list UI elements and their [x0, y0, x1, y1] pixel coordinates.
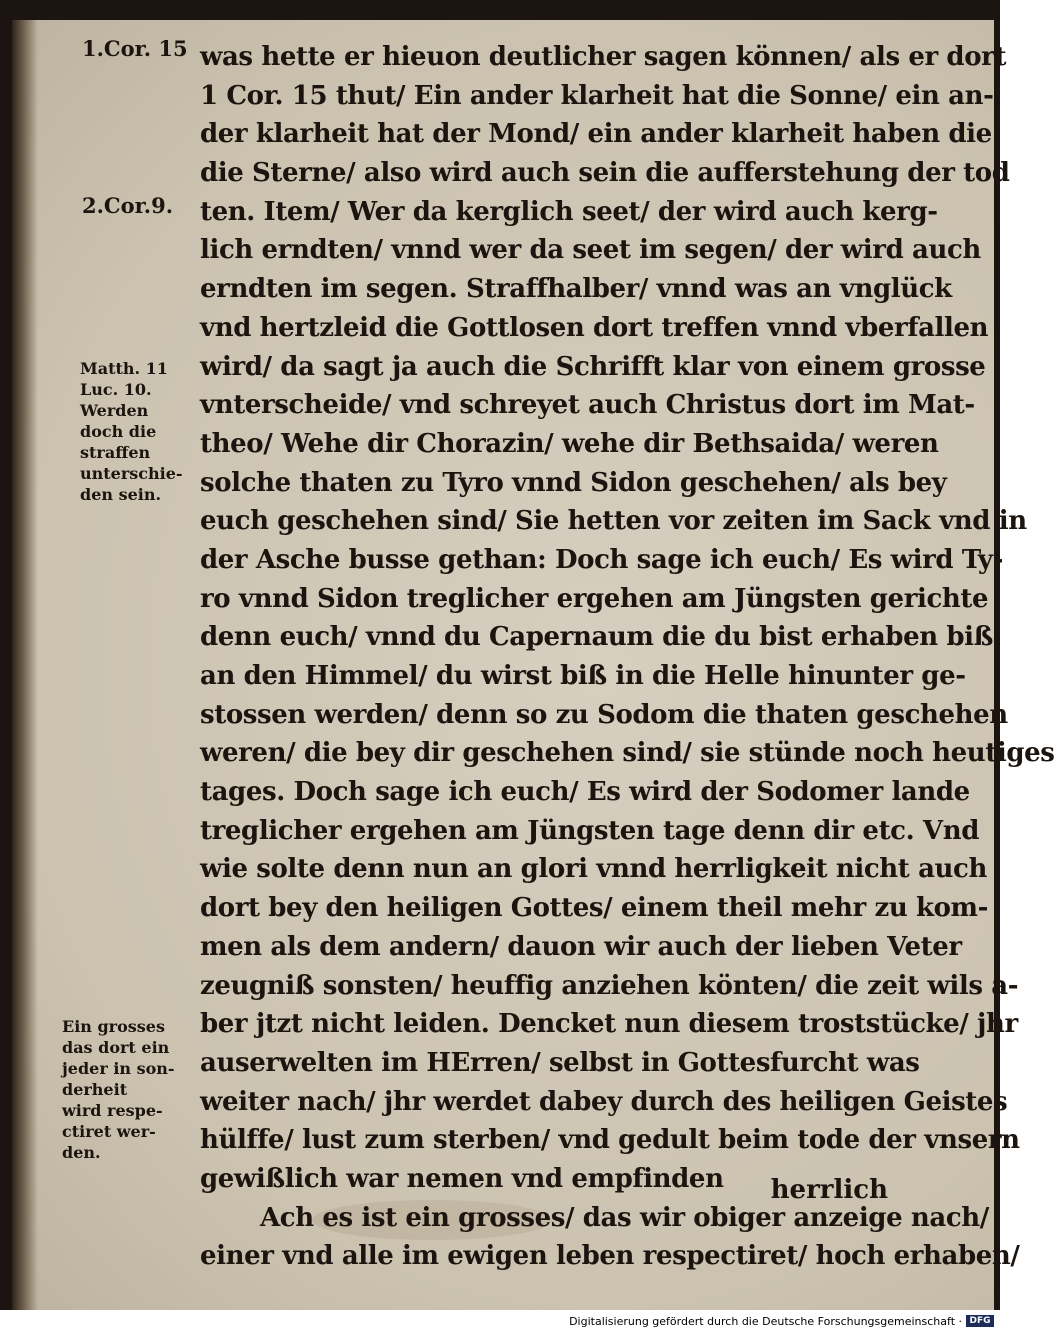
margin-note-matth	[80, 358, 183, 505]
text-line: stossen werden/ denn so zu Sodom die thaten geschehen	[200, 699, 1008, 730]
text-line: 1 Cor. 15 thut/ Ein ander klarheit hat die Sonne/ ein an-	[200, 80, 994, 111]
margin-note-line: derheit	[62, 1080, 128, 1099]
margin-note-line: Matth. 11	[80, 359, 168, 378]
margin-note-line: unterschie-	[80, 464, 183, 483]
text-line: theo/ Wehe dir Chorazin/ wehe dir Bethsaida/ weren	[200, 428, 939, 459]
text-line: gewißlich war nemen vnd empfinden	[200, 1163, 724, 1194]
margin-note-line: ctiret wer-	[62, 1122, 156, 1141]
text-line: einer vnd alle im ewigen leben respectiret/ hoch erhaben/	[200, 1241, 1020, 1272]
margin-note-grosses	[62, 1016, 175, 1163]
margin-note-line: Ein grosses	[62, 1017, 165, 1036]
text-line: die Sterne/ also wird auch sein die aufferstehung der tod	[200, 158, 1010, 189]
text-line: ber jtzt nicht leiden. Dencket nun diesem troststücke/ jhr	[200, 1009, 1018, 1040]
text-line: lich erndten/ vnnd wer da seet im segen/ der wird auch	[200, 235, 981, 266]
text-line: an den Himmel/ du wirst biß in die Helle hinunter ge-	[200, 661, 966, 691]
margin-note-line: wird respe-	[62, 1101, 163, 1120]
funding-notice: Digitalisierung gefördert durch die Deutsche Forschungsgemeinschaft ·	[569, 1315, 962, 1328]
text-line: erndten im segen. Straffhalber/ vnnd was an vnglück	[200, 274, 952, 305]
margin-note-1cor15	[82, 38, 188, 59]
footer-bar	[0, 1310, 1000, 1332]
text-line: zeugniß sonsten/ heuffig anziehen könten/ die zeit wils a-	[200, 970, 1019, 1001]
margin-note-line: Werden	[80, 401, 149, 420]
text-line: hülffe/ lust zum sterben/ vnd gedult beim tode der vnsern	[200, 1125, 1020, 1156]
catchword: herrlich	[770, 1175, 888, 1205]
text-line: was hette er hieuon deutlicher sagen können/ als er dort	[200, 42, 1007, 72]
text-line: ro vnnd Sidon treglicher ergehen am Jüngsten gerichte	[200, 583, 989, 614]
text-line: solche thaten zu Tyro vnnd Sidon geschehen/ als bey	[200, 467, 947, 498]
margin-note-line: straffen	[80, 443, 151, 462]
gutter-shadow	[12, 20, 38, 1310]
margin-note-line: den sein.	[80, 485, 162, 504]
text-line: der klarheit hat der Mond/ ein ander klarheit haben die	[200, 119, 992, 150]
margin-note-line: Luc. 10.	[80, 380, 152, 399]
text-line: treglicher ergehen am Jüngsten tage denn dir etc. Vnd	[200, 815, 979, 846]
margin-note-line: 1.Cor. 15	[82, 36, 188, 61]
text-line: men als dem andern/ dauon wir auch der lieben Veter	[200, 931, 962, 962]
text-line: Ach es ist ein grosses/ das wir obiger anzeige nach/	[260, 1202, 989, 1233]
text-line: der Asche busse gethan: Doch sage ich euch/ Es wird Ty-	[200, 544, 1004, 575]
margin-note-2cor9	[82, 195, 173, 216]
margin-note-line: doch die	[80, 422, 157, 441]
text-line: tages. Doch sage ich euch/ Es wird der Sodomer lande	[200, 777, 970, 808]
body-text	[200, 38, 1055, 1276]
margin-note-line: 2.Cor.9.	[82, 193, 174, 218]
dfg-logo: DFG	[966, 1315, 994, 1327]
text-line: wie solte denn nun an glori vnnd herrligkeit nicht auch	[200, 854, 987, 885]
text-line: wird/ da sagt ja auch die Schrifft klar von einem grosse	[200, 351, 986, 382]
text-line: auserwelten im HErren/ selbst in Gottesfurcht was	[200, 1047, 920, 1078]
margin-note-line: das dort ein	[62, 1038, 170, 1057]
text-line: vnd hertzleid die Gottlosen dort treffen vnnd vberfallen	[200, 312, 989, 343]
margin-note-line: den.	[62, 1143, 101, 1162]
margin-note-line: jeder in son-	[62, 1059, 175, 1078]
text-line: vnterscheide/ vnd schreyet auch Christus dort im Mat-	[200, 390, 975, 421]
text-line: weren/ die bey dir geschehen sind/ sie stünde noch heutiges	[200, 738, 1055, 769]
text-line: ten. Item/ Wer da kerglich seet/ der wird auch kerg-	[200, 196, 938, 227]
text-line: denn euch/ vnnd du Capernaum die du bist erhaben biß	[200, 622, 993, 653]
text-line: euch geschehen sind/ Sie hetten vor zeiten im Sack vnd in	[200, 506, 1027, 537]
text-line: weiter nach/ jhr werdet dabey durch des heiligen Geistes	[200, 1086, 1008, 1117]
text-line: dort bey den heiligen Gottes/ einem theil mehr zu kom-	[200, 893, 989, 924]
